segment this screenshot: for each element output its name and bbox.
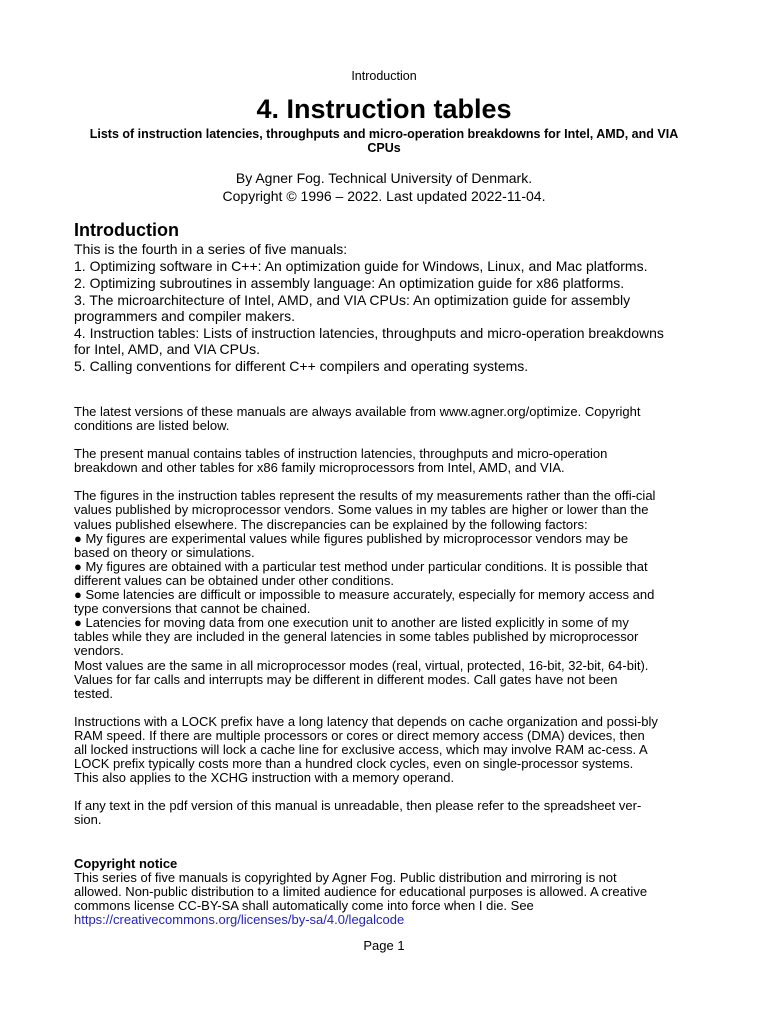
paragraph-present-manual: The present manual contains tables of instruction latencies, throughputs and micro-operation breakdown and other tables for x86 family microprocessors from Intel, AMD, and VIA.: [74, 446, 608, 476]
byline: [0, 169, 768, 205]
paragraph-figures-intro: The figures in the instruction tables represent the results of my measurements rather than the offi-cial values published by microprocessor vendors. Some values in my tables are higher or lower than the values published elsewhere. The discrepancies can be explained by the following factors:: [74, 488, 656, 532]
manual-list-item: 3. The microarchitecture of Intel, AMD, and VIA CPUs: An optimization guide for assembly programmers and compiler makers.: [74, 292, 631, 324]
paragraph-modes: Most values are the same in all microprocessor modes (real, virtual, protected, 16-bit, 32-bit, 64-bit). Values for far calls and interrupts may be different in different modes. Call gates have not been tested.: [74, 657, 649, 701]
paragraph-unreadable: If any text in the pdf version of this manual is unreadable, then please refer to the spreadsheet ver-sion.: [74, 798, 642, 828]
license-link[interactable]: https://creativecommons.org/licenses/by-sa/4.0/legalcode: [74, 912, 405, 928]
paragraph-latest-versions: The latest versions of these manuals are always available from www.agner.org/optimize. Copyright conditions are listed below.: [74, 404, 641, 434]
manual-list-item: 2. Optimizing subroutines in assembly language: An optimization guide for x86 platforms.: [74, 275, 625, 291]
copyright-notice-text: This series of five manuals is copyrighted by Agner Fog. Public distribution and mirroring is not allowed. Non-public distribution to a limited audience for educational purposes is allowed. A creative commons license CC-BY-SA shall automatically come into force when I die. See: [74, 870, 648, 914]
bullet-item: ● My figures are experimental values while figures published by microprocessor vendors may be based on theory or simulations.: [74, 530, 629, 560]
bullet-item: ● My figures are obtained with a particular test method under particular conditions. It is possible that different values can be obtained under other conditions.: [74, 558, 648, 588]
manual-list-item: 5. Calling conventions for different C++ compilers and operating systems.: [74, 358, 529, 374]
manual-list-lead: This is the fourth in a series of five manuals:: [74, 241, 348, 257]
document-title: 4. Instruction tables: [256, 94, 512, 124]
manual-list-item: 1. Optimizing software in C++: An optimization guide for Windows, Linux, and Mac platforms.: [74, 258, 648, 274]
bullet-item: ● Some latencies are difficult or impossible to measure accurately, especially for memory access and type conversions that cannot be chained.: [74, 587, 655, 617]
bullet-item: ● Latencies for moving data from one execution unit to another are listed explicitly in some of my tables while they are included in the general latencies in some tables published by microprocessor vendors.: [74, 615, 639, 659]
section-heading-introduction: Introduction: [74, 220, 179, 240]
running-header: Introduction: [351, 69, 417, 83]
copyright-notice-body: [74, 871, 664, 927]
manual-list-item: 4. Instruction tables: Lists of instruction latencies, throughputs and micro-operation breakdowns for Intel, AMD, and VIA CPUs.: [74, 325, 664, 357]
paragraph-lock-prefix: Instructions with a LOCK prefix have a long latency that depends on cache organization and possi-bly RAM speed. If there are multiple processors or cores or direct memory access (DMA) devices, then all locked instructions will lock a cache line for exclusive access, which may involve RAM ac-cess. A LOCK prefix typically costs more than a hundred clock cycles, even on single-processor systems. This also applies to the XCHG instruction with a memory operand.: [74, 713, 658, 786]
page-number: Page 1: [363, 938, 405, 953]
manual-list: [74, 241, 674, 375]
body-text: [74, 405, 659, 841]
document-subtitle: Lists of instruction latencies, throughputs and micro-operation breakdowns for Intel, AMD, and VIA CPUs: [89, 127, 679, 155]
copyright-notice-heading: Copyright notice: [74, 856, 178, 871]
author-line: By Agner Fog. Technical University of Denmark.: [235, 170, 533, 186]
copyright-line: Copyright © 1996 – 2022. Last updated 2022-11-04.: [222, 188, 546, 204]
